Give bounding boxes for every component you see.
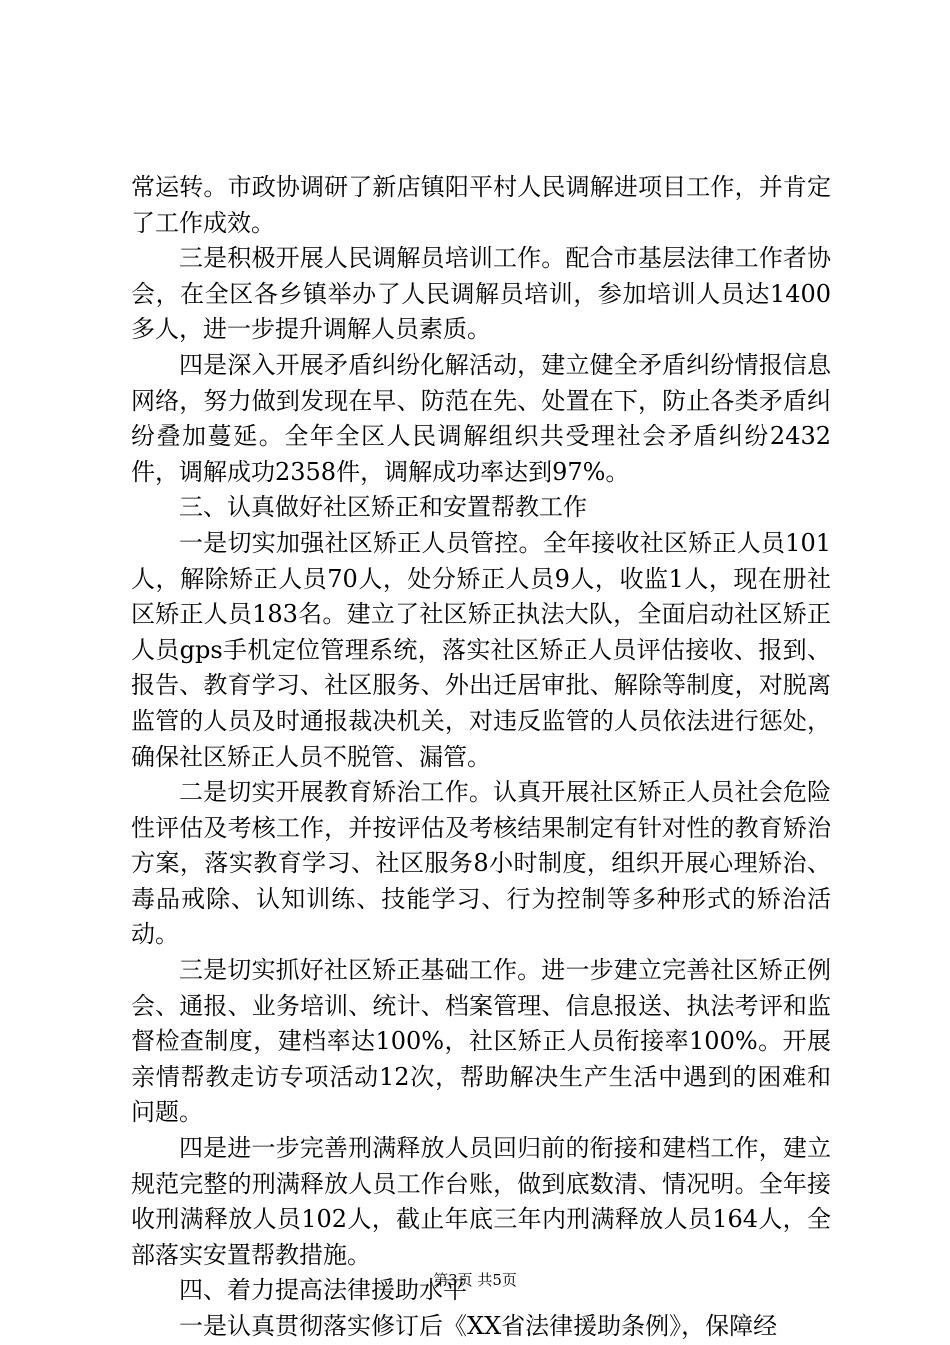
paragraph: 二是切实开展教育矫治工作。认真开展社区矫正人员社会危险性评估及考核工作，并按评估及考核结果制定有针对性的教育矫治方案，落实教育学习、社区服务8小时制度，组织开展心理矫治、毒品戒除、认知训练、技能学习、行为控制等多种形式的矫治活动。: [131, 778, 831, 949]
paragraph: 四是进一步完善刑满释放人员回归前的衔接和建档工作，建立规范完整的刑满释放人员工作台账，做到底数清、情况明。全年接收刑满释放人员102人，截止年底三年内刑满释放人员164人，全部落实安置帮教措施。: [131, 1134, 831, 1269]
paragraph: 四是深入开展矛盾纠纷化解活动，建立健全矛盾纠纷情报信息网络，努力做到发现在早、防范在先、处置在下，防止各类矛盾纠纷叠加蔓延。全年全区人民调解组织共受理社会矛盾纠纷2432件，调解成功2358件，调解成功率达到97%。: [131, 350, 831, 486]
paragraph: 常运转。市政协调研了新店镇阳平村人民调解进项目工作，并肯定了工作成效。: [131, 173, 831, 237]
section-heading: 四、着力提高法律援助水平: [179, 1276, 467, 1305]
section-heading: 三、认真做好社区矫正和安置帮教工作: [179, 493, 587, 522]
paragraph: 一是切实加强社区矫正人员管控。全年接收社区矫正人员101人，解除矫正人员70人，处分矫正人员9人，收监1人，现在册社区矫正人员183名。建立了社区矫正执法大队，全面启动社区矫正人员gps手机定位管理系统，落实社区矫正人员评估接收、报到、报告、教育学习、社区服务、外出迁居审批、解除等制度，对脱离监管的人员及时通报裁决机关，对违反监管的人员依法进行惩处，确保社区矫正人员不脱管、漏管。: [131, 528, 831, 771]
paragraph: 三是积极开展人民调解员培训工作。配合市基层法律工作者协会，在全区各乡镇举办了人民调解员培训，参加培训人员达1400多人，进一步提升调解人员素质。: [131, 244, 831, 344]
paragraph: 一是认真贯彻落实修订后《XX省法律援助条例》，保障经: [179, 1312, 778, 1340]
document-body: [131, 170, 831, 1345]
paragraph: 三是切实抓好社区矫正基础工作。进一步建立完善社区矫正例会、通报、业务培训、统计、档案管理、信息报送、执法考评和监督检查制度，建档率达100%，社区矫正人员衔接率100%。开展亲情帮教走访专项活动12次，帮助解决生产生活中遇到的困难和问题。: [131, 956, 831, 1127]
page-number-footer: 第3页 共5页: [433, 1271, 517, 1289]
